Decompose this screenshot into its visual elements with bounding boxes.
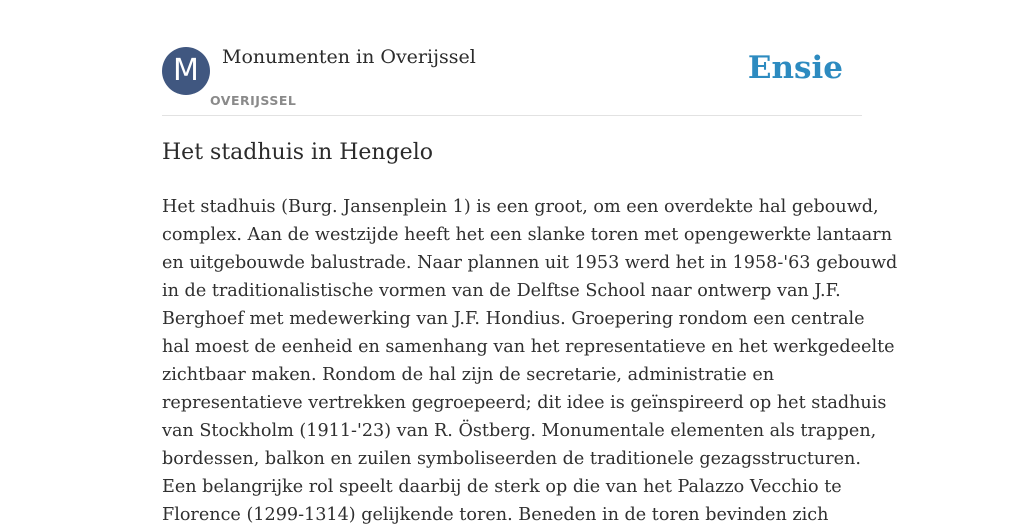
- article-body: [162, 193, 898, 529]
- publication-title[interactable]: Monumenten in Overijssel: [222, 46, 476, 68]
- body-line: in de traditionalistische vormen van de Delftse School naar ontwerp van J.F.: [162, 281, 841, 301]
- body-line: Een belangrijke rol speelt daarbij de sterk op die van het Palazzo Vecchio te: [162, 477, 842, 497]
- header: [162, 46, 862, 116]
- article-title: Het stadhuis in Hengelo: [162, 140, 433, 165]
- body-line: complex. Aan de westzijde heeft het een slanke toren met opengewerkte lantaarn: [162, 225, 893, 245]
- body-line: representatieve vertrekken gegroepeerd; dit idee is geïnspireerd op het stadhuis: [162, 393, 887, 413]
- body-line: Florence (1299-1314) gelijkende toren. Beneden in de toren bevinden zich: [162, 505, 829, 525]
- body-line: Het stadhuis (Burg. Jansenplein 1) is een groot, om een overdekte hal gebouwd,: [162, 197, 879, 217]
- body-line: en uitgebouwde balustrade. Naar plannen uit 1953 werd het in 1958-'63 gebouwd: [162, 253, 898, 273]
- brand-logo[interactable]: Ensie: [747, 50, 843, 86]
- category-tag[interactable]: OVERIJSSEL: [210, 93, 297, 108]
- body-line: Berghoef met medewerking van J.F. Hondius. Groepering rondom een centrale: [162, 309, 865, 329]
- body-line: van Stockholm (1911-'23) van R. Östberg. Monumentale elementen als trappen,: [162, 421, 877, 441]
- body-line: zichtbaar maken. Rondom de hal zijn de secretarie, administratie en: [162, 365, 775, 385]
- avatar[interactable]: M: [162, 47, 210, 95]
- header-divider: [162, 115, 862, 116]
- body-line: hal moest de eenheid en samenhang van het representatieve en het werkgedeelte: [162, 337, 895, 357]
- body-line: bordessen, balkon en zuilen symboliseerden de traditionele gezagsstructuren.: [162, 449, 861, 469]
